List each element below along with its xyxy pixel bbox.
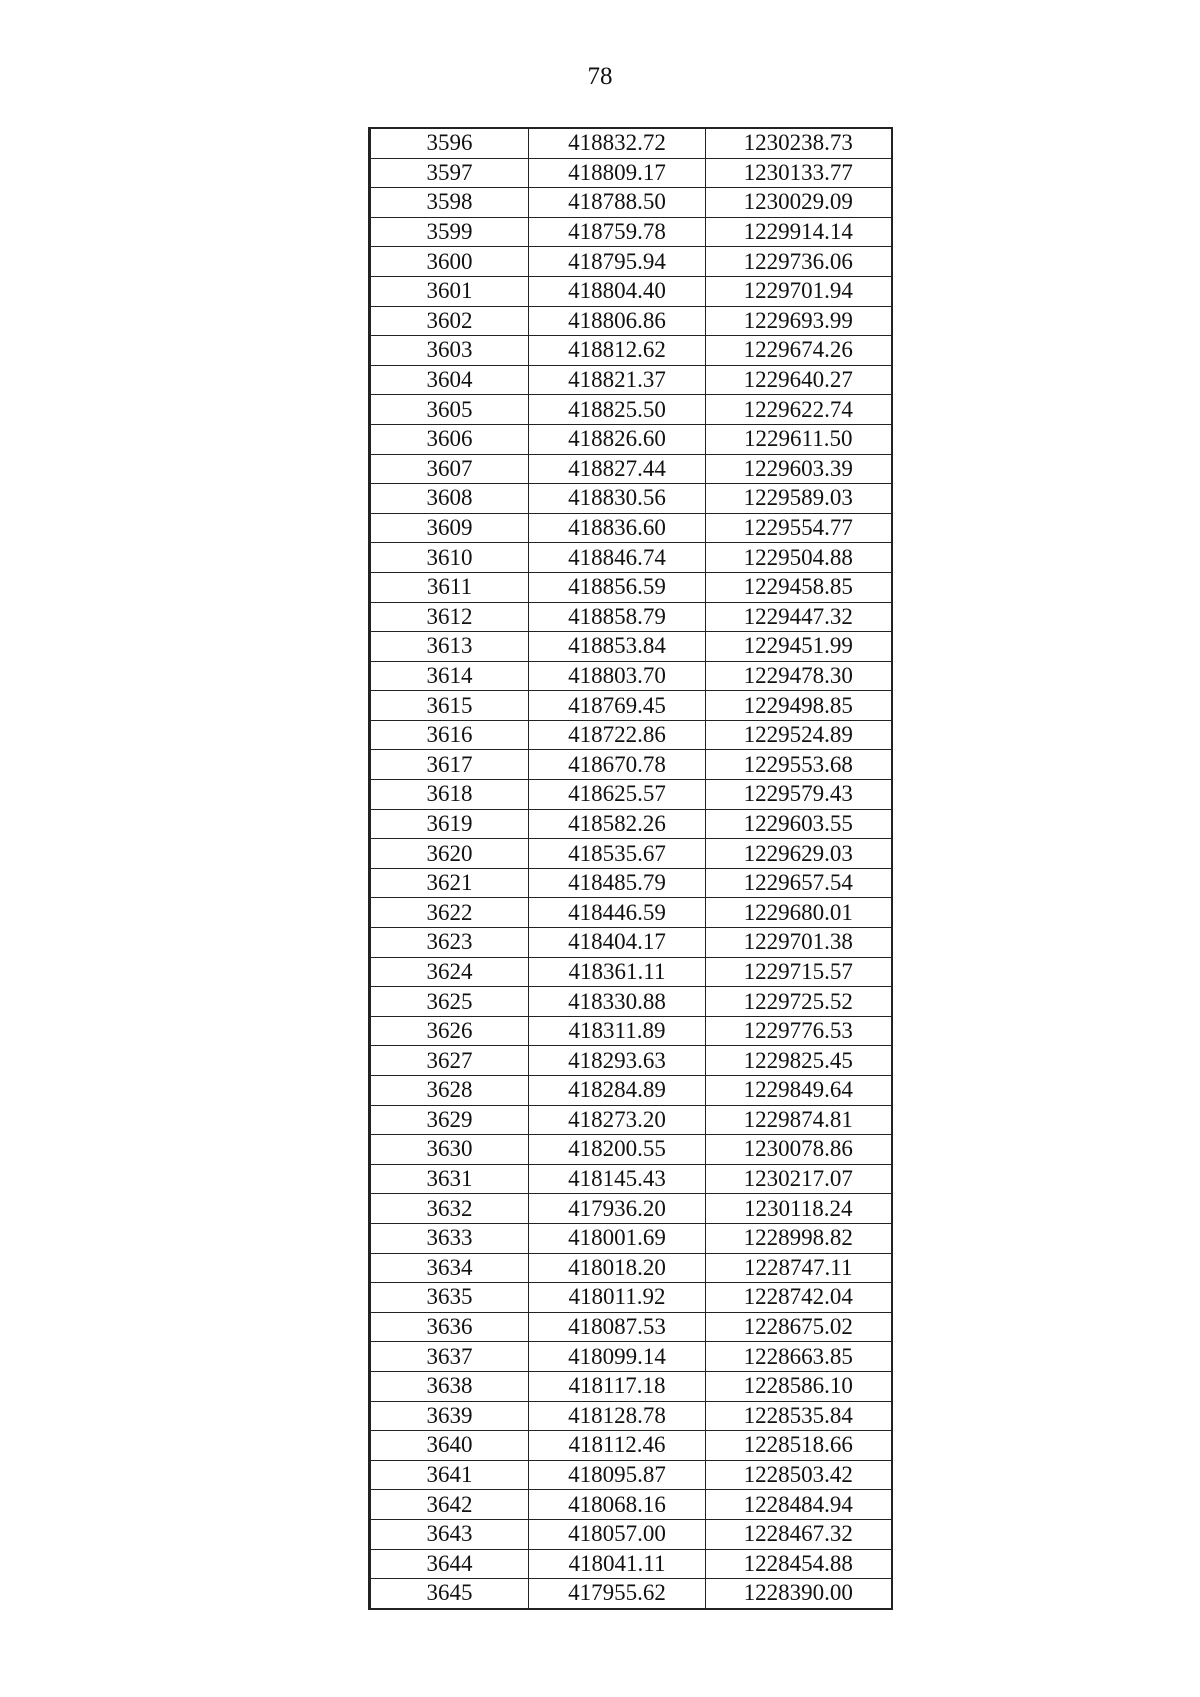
point-number-cell: 3610 [370, 543, 529, 573]
y-coordinate-cell: 1228998.82 [706, 1223, 892, 1253]
table-row [370, 632, 892, 662]
point-number-cell: 3618 [370, 780, 529, 810]
x-coordinate-cell: 418117.18 [529, 1371, 706, 1401]
coordinates-table [368, 127, 893, 1610]
table-row [370, 484, 892, 514]
table-row [370, 957, 892, 987]
y-coordinate-cell: 1228663.85 [706, 1342, 892, 1372]
point-number-cell: 3612 [370, 602, 529, 632]
y-coordinate-cell: 1229680.01 [706, 898, 892, 928]
table-row [370, 217, 892, 247]
x-coordinate-cell: 418803.70 [529, 661, 706, 691]
table-row [370, 424, 892, 454]
table-row [370, 1312, 892, 1342]
table-row [370, 1046, 892, 1076]
y-coordinate-cell: 1228747.11 [706, 1253, 892, 1283]
table-row [370, 1401, 892, 1431]
table-row [370, 513, 892, 543]
y-coordinate-cell: 1229603.55 [706, 809, 892, 839]
y-coordinate-cell: 1230078.86 [706, 1135, 892, 1165]
point-number-cell: 3627 [370, 1046, 529, 1076]
x-coordinate-cell: 418128.78 [529, 1401, 706, 1431]
x-coordinate-cell: 418759.78 [529, 217, 706, 247]
y-coordinate-cell: 1228586.10 [706, 1371, 892, 1401]
x-coordinate-cell: 418582.26 [529, 809, 706, 839]
x-coordinate-cell: 418625.57 [529, 780, 706, 810]
x-coordinate-cell: 418795.94 [529, 247, 706, 277]
point-number-cell: 3641 [370, 1460, 529, 1490]
y-coordinate-cell: 1229478.30 [706, 661, 892, 691]
point-number-cell: 3599 [370, 217, 529, 247]
coordinates-table-body [370, 128, 892, 1609]
point-number-cell: 3631 [370, 1164, 529, 1194]
x-coordinate-cell: 418018.20 [529, 1253, 706, 1283]
y-coordinate-cell: 1229701.38 [706, 928, 892, 958]
table-row [370, 543, 892, 573]
x-coordinate-cell: 418535.67 [529, 839, 706, 869]
table-row [370, 1016, 892, 1046]
y-coordinate-cell: 1229701.94 [706, 276, 892, 306]
y-coordinate-cell: 1229553.68 [706, 750, 892, 780]
point-number-cell: 3597 [370, 158, 529, 188]
table-row [370, 1135, 892, 1165]
y-coordinate-cell: 1229776.53 [706, 1016, 892, 1046]
y-coordinate-cell: 1228390.00 [706, 1579, 892, 1609]
x-coordinate-cell: 418485.79 [529, 868, 706, 898]
y-coordinate-cell: 1229603.39 [706, 454, 892, 484]
x-coordinate-cell: 418293.63 [529, 1046, 706, 1076]
y-coordinate-cell: 1228484.94 [706, 1490, 892, 1520]
y-coordinate-cell: 1229504.88 [706, 543, 892, 573]
x-coordinate-cell: 418011.92 [529, 1283, 706, 1313]
x-coordinate-cell: 418788.50 [529, 188, 706, 218]
table-row [370, 720, 892, 750]
point-number-cell: 3613 [370, 632, 529, 662]
x-coordinate-cell: 418330.88 [529, 987, 706, 1017]
x-coordinate-cell: 417955.62 [529, 1579, 706, 1609]
y-coordinate-cell: 1229736.06 [706, 247, 892, 277]
table-row [370, 395, 892, 425]
point-number-cell: 3609 [370, 513, 529, 543]
table-row [370, 1342, 892, 1372]
table-row [370, 661, 892, 691]
table-row [370, 1371, 892, 1401]
y-coordinate-cell: 1230133.77 [706, 158, 892, 188]
point-number-cell: 3614 [370, 661, 529, 691]
x-coordinate-cell: 418825.50 [529, 395, 706, 425]
point-number-cell: 3615 [370, 691, 529, 721]
point-number-cell: 3639 [370, 1401, 529, 1431]
point-number-cell: 3605 [370, 395, 529, 425]
point-number-cell: 3603 [370, 336, 529, 366]
point-number-cell: 3598 [370, 188, 529, 218]
x-coordinate-cell: 418670.78 [529, 750, 706, 780]
x-coordinate-cell: 418858.79 [529, 602, 706, 632]
point-number-cell: 3636 [370, 1312, 529, 1342]
y-coordinate-cell: 1229914.14 [706, 217, 892, 247]
table-row [370, 1223, 892, 1253]
table-row [370, 1164, 892, 1194]
table-row [370, 336, 892, 366]
y-coordinate-cell: 1228742.04 [706, 1283, 892, 1313]
x-coordinate-cell: 418273.20 [529, 1105, 706, 1135]
y-coordinate-cell: 1229447.32 [706, 602, 892, 632]
y-coordinate-cell: 1228467.32 [706, 1519, 892, 1549]
point-number-cell: 3626 [370, 1016, 529, 1046]
y-coordinate-cell: 1229715.57 [706, 957, 892, 987]
y-coordinate-cell: 1229458.85 [706, 572, 892, 602]
y-coordinate-cell: 1228454.88 [706, 1549, 892, 1579]
x-coordinate-cell: 418041.11 [529, 1549, 706, 1579]
point-number-cell: 3624 [370, 957, 529, 987]
table-row [370, 306, 892, 336]
point-number-cell: 3606 [370, 424, 529, 454]
x-coordinate-cell: 418145.43 [529, 1164, 706, 1194]
x-coordinate-cell: 418099.14 [529, 1342, 706, 1372]
table-row [370, 987, 892, 1017]
point-number-cell: 3617 [370, 750, 529, 780]
point-number-cell: 3616 [370, 720, 529, 750]
table-row [370, 1194, 892, 1224]
y-coordinate-cell: 1230029.09 [706, 188, 892, 218]
table-row [370, 1253, 892, 1283]
y-coordinate-cell: 1229849.64 [706, 1076, 892, 1106]
point-number-cell: 3633 [370, 1223, 529, 1253]
point-number-cell: 3611 [370, 572, 529, 602]
table-row [370, 247, 892, 277]
point-number-cell: 3608 [370, 484, 529, 514]
y-coordinate-cell: 1230238.73 [706, 128, 892, 158]
y-coordinate-cell: 1229640.27 [706, 365, 892, 395]
x-coordinate-cell: 418112.46 [529, 1431, 706, 1461]
x-coordinate-cell: 418806.86 [529, 306, 706, 336]
y-coordinate-cell: 1228535.84 [706, 1401, 892, 1431]
table-row [370, 780, 892, 810]
table-row [370, 750, 892, 780]
y-coordinate-cell: 1228675.02 [706, 1312, 892, 1342]
point-number-cell: 3622 [370, 898, 529, 928]
y-coordinate-cell: 1229498.85 [706, 691, 892, 721]
y-coordinate-cell: 1229657.54 [706, 868, 892, 898]
x-coordinate-cell: 418846.74 [529, 543, 706, 573]
point-number-cell: 3604 [370, 365, 529, 395]
table-row [370, 1579, 892, 1609]
point-number-cell: 3602 [370, 306, 529, 336]
y-coordinate-cell: 1229725.52 [706, 987, 892, 1017]
y-coordinate-cell: 1230217.07 [706, 1164, 892, 1194]
point-number-cell: 3629 [370, 1105, 529, 1135]
point-number-cell: 3625 [370, 987, 529, 1017]
point-number-cell: 3596 [370, 128, 529, 158]
point-number-cell: 3644 [370, 1549, 529, 1579]
table-row [370, 1490, 892, 1520]
x-coordinate-cell: 418057.00 [529, 1519, 706, 1549]
point-number-cell: 3645 [370, 1579, 529, 1609]
y-coordinate-cell: 1229693.99 [706, 306, 892, 336]
table-row [370, 365, 892, 395]
table-row [370, 1431, 892, 1461]
x-coordinate-cell: 418830.56 [529, 484, 706, 514]
table-row [370, 602, 892, 632]
table-row [370, 1460, 892, 1490]
x-coordinate-cell: 418821.37 [529, 365, 706, 395]
x-coordinate-cell: 418722.86 [529, 720, 706, 750]
table-row [370, 128, 892, 158]
point-number-cell: 3635 [370, 1283, 529, 1313]
y-coordinate-cell: 1229622.74 [706, 395, 892, 425]
table-row [370, 1076, 892, 1106]
table-row [370, 928, 892, 958]
y-coordinate-cell: 1229589.03 [706, 484, 892, 514]
point-number-cell: 3601 [370, 276, 529, 306]
table-row [370, 839, 892, 869]
y-coordinate-cell: 1229579.43 [706, 780, 892, 810]
x-coordinate-cell: 418826.60 [529, 424, 706, 454]
x-coordinate-cell: 418832.72 [529, 128, 706, 158]
x-coordinate-cell: 417936.20 [529, 1194, 706, 1224]
table-row [370, 1283, 892, 1313]
y-coordinate-cell: 1230118.24 [706, 1194, 892, 1224]
table-row [370, 1549, 892, 1579]
x-coordinate-cell: 418284.89 [529, 1076, 706, 1106]
y-coordinate-cell: 1229554.77 [706, 513, 892, 543]
point-number-cell: 3637 [370, 1342, 529, 1372]
page-number: 78 [587, 63, 613, 90]
y-coordinate-cell: 1229674.26 [706, 336, 892, 366]
y-coordinate-cell: 1228518.66 [706, 1431, 892, 1461]
x-coordinate-cell: 418200.55 [529, 1135, 706, 1165]
point-number-cell: 3640 [370, 1431, 529, 1461]
point-number-cell: 3634 [370, 1253, 529, 1283]
table-row [370, 691, 892, 721]
x-coordinate-cell: 418446.59 [529, 898, 706, 928]
table-row [370, 276, 892, 306]
y-coordinate-cell: 1229451.99 [706, 632, 892, 662]
x-coordinate-cell: 418095.87 [529, 1460, 706, 1490]
table-row [370, 158, 892, 188]
point-number-cell: 3632 [370, 1194, 529, 1224]
table-row [370, 1519, 892, 1549]
table-row [370, 188, 892, 218]
point-number-cell: 3621 [370, 868, 529, 898]
table-row [370, 454, 892, 484]
point-number-cell: 3620 [370, 839, 529, 869]
x-coordinate-cell: 418804.40 [529, 276, 706, 306]
point-number-cell: 3619 [370, 809, 529, 839]
x-coordinate-cell: 418827.44 [529, 454, 706, 484]
y-coordinate-cell: 1229874.81 [706, 1105, 892, 1135]
point-number-cell: 3630 [370, 1135, 529, 1165]
table-row [370, 809, 892, 839]
table-row [370, 1105, 892, 1135]
point-number-cell: 3643 [370, 1519, 529, 1549]
y-coordinate-cell: 1228503.42 [706, 1460, 892, 1490]
y-coordinate-cell: 1229825.45 [706, 1046, 892, 1076]
x-coordinate-cell: 418001.69 [529, 1223, 706, 1253]
point-number-cell: 3628 [370, 1076, 529, 1106]
x-coordinate-cell: 418853.84 [529, 632, 706, 662]
point-number-cell: 3623 [370, 928, 529, 958]
table-row [370, 898, 892, 928]
x-coordinate-cell: 418068.16 [529, 1490, 706, 1520]
point-number-cell: 3607 [370, 454, 529, 484]
point-number-cell: 3642 [370, 1490, 529, 1520]
x-coordinate-cell: 418836.60 [529, 513, 706, 543]
x-coordinate-cell: 418361.11 [529, 957, 706, 987]
point-number-cell: 3638 [370, 1371, 529, 1401]
x-coordinate-cell: 418769.45 [529, 691, 706, 721]
x-coordinate-cell: 418311.89 [529, 1016, 706, 1046]
x-coordinate-cell: 418856.59 [529, 572, 706, 602]
y-coordinate-cell: 1229611.50 [706, 424, 892, 454]
x-coordinate-cell: 418809.17 [529, 158, 706, 188]
x-coordinate-cell: 418087.53 [529, 1312, 706, 1342]
point-number-cell: 3600 [370, 247, 529, 277]
x-coordinate-cell: 418812.62 [529, 336, 706, 366]
table-row [370, 572, 892, 602]
table-row [370, 868, 892, 898]
y-coordinate-cell: 1229524.89 [706, 720, 892, 750]
y-coordinate-cell: 1229629.03 [706, 839, 892, 869]
x-coordinate-cell: 418404.17 [529, 928, 706, 958]
